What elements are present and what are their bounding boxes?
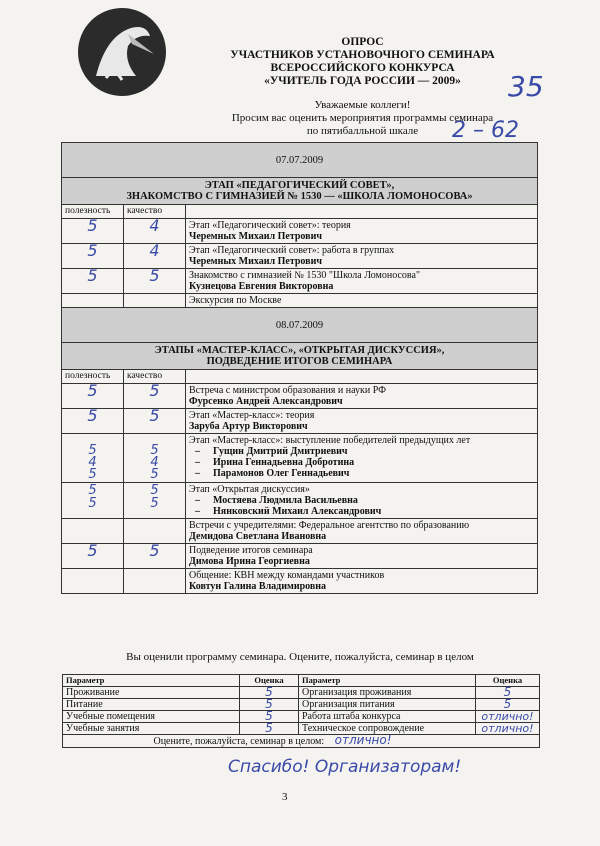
- usefulness-score: 5: [88, 496, 97, 511]
- speaker: [189, 495, 534, 506]
- h-param-right: Параметр: [299, 675, 476, 687]
- param-name: Учебные занятия: [63, 723, 240, 735]
- event-name: Встреча с министром образования и науки РФ: [189, 385, 387, 396]
- speaker: [189, 457, 534, 468]
- event-name: Знакомство с гимназией № 1530 "Школа Ломоносова": [189, 270, 421, 281]
- intro-line-1: Просим вас оценить мероприятия программы семинара: [231, 112, 494, 124]
- speaker: [189, 468, 534, 479]
- event-name: Экскурсия по Москве: [186, 294, 538, 308]
- quality-score: 5: [150, 483, 159, 498]
- speaker: [189, 506, 534, 517]
- event-name: Подведение итогов семинара: [189, 545, 313, 556]
- speaker-name: Нянковский Михаил Александрович: [213, 506, 382, 517]
- table-row: [62, 434, 538, 483]
- table-row: [62, 294, 538, 308]
- table-row: [62, 384, 538, 409]
- col-quality: качество: [124, 370, 186, 384]
- quality-score: 5: [150, 496, 159, 511]
- param-name: Учебные помещения: [63, 711, 240, 723]
- usefulness-score: 5: [62, 409, 124, 434]
- quality-score: 4: [124, 244, 186, 269]
- usefulness-score: 4: [88, 455, 97, 470]
- table-row: [62, 544, 538, 569]
- speaker: Кузнецова Евгения Викторовна: [189, 281, 334, 292]
- usefulness-score: [62, 294, 124, 308]
- speaker: Демидова Светлана Ивановна: [189, 531, 327, 542]
- page-number: 3: [282, 791, 288, 803]
- handwritten-number: 35: [508, 70, 544, 103]
- usefulness-score: [62, 519, 124, 544]
- table-row: [63, 687, 540, 699]
- speaker: Заруба Артур Викторович: [189, 421, 308, 432]
- intro-text: [200, 99, 525, 138]
- greeting: Уважаемые коллеги!: [314, 99, 411, 111]
- param-score: 5: [240, 699, 299, 711]
- quality-score: [124, 519, 186, 544]
- overall-row: [63, 735, 540, 748]
- day2-title-2: ПОДВЕДЕНИЕ ИТОГОВ СЕМИНАРА: [206, 356, 393, 367]
- table-row: [62, 409, 538, 434]
- quality-score: 5: [124, 409, 186, 434]
- col-usefulness: полезность: [62, 205, 124, 219]
- usefulness-score: 5: [62, 384, 124, 409]
- dash: –: [195, 506, 200, 517]
- quality-score: [124, 294, 186, 308]
- usefulness-score: 5: [62, 244, 124, 269]
- usefulness-score: 5: [62, 219, 124, 244]
- table-row: [62, 483, 538, 519]
- intro-line-2: по пятибалльной шкале: [306, 125, 419, 137]
- dash: –: [195, 446, 200, 457]
- event-name: Этап «Педагогический совет»: работа в группах: [189, 245, 395, 256]
- table-row: [63, 735, 540, 748]
- quality-score: 5: [124, 544, 186, 569]
- speaker: Ковтун Галина Владимировна: [189, 581, 327, 592]
- speaker: Черемных Михаил Петрович: [189, 231, 322, 242]
- col-event: [186, 205, 538, 219]
- speaker-name: Гущин Дмитрий Дмитриевич: [213, 446, 348, 457]
- header-line-1: ОПРОС: [341, 36, 384, 48]
- event-name: Этап «Мастер-класс»: выступление победителей предыдущих лет: [189, 435, 471, 446]
- quality-scores: [124, 483, 186, 519]
- table-row: [63, 723, 540, 735]
- table-row: [62, 244, 538, 269]
- speaker: Фурсенко Андрей Александрович: [189, 396, 343, 407]
- quality-score: 4: [124, 219, 186, 244]
- usefulness-score: 5: [88, 467, 97, 482]
- speaker: Димова Ирина Георгиевна: [189, 556, 310, 567]
- day2-title-1: ЭТАПЫ «МАСТЕР-КЛАСС», «ОТКРЫТАЯ ДИСКУССИЯ»,: [154, 345, 445, 356]
- quality-score: 5: [150, 443, 159, 458]
- overall-question: Вы оценили программу семинара. Оцените, пожалуйста, семинар в целом: [126, 651, 474, 663]
- overall-table: [62, 674, 540, 748]
- param-name: Питание: [63, 699, 240, 711]
- speaker: Черемных Михаил Петрович: [189, 256, 322, 267]
- col-quality: качество: [124, 205, 186, 219]
- header-line-4: «УЧИТЕЛЬ ГОДА РОССИИ — 2009»: [264, 75, 461, 87]
- table-row: [63, 699, 540, 711]
- table-row: [62, 219, 538, 244]
- speaker-name: Ирина Геннадьевна Добротина: [213, 457, 355, 468]
- day1-title: [62, 178, 538, 205]
- h-score-right: Оценка: [476, 675, 540, 687]
- header-line-2: УЧАСТНИКОВ УСТАНОВОЧНОГО СЕМИНАРА: [230, 49, 495, 61]
- param-name: Работа штаба конкурса: [299, 711, 476, 723]
- header-line-3: ВСЕРОССИЙСКОГО КОНКУРСА: [270, 62, 455, 74]
- table-row: [62, 519, 538, 544]
- usefulness-scores: [62, 434, 124, 483]
- event-name: Общение: КВН между командами участников: [189, 570, 385, 581]
- quality-score: [124, 569, 186, 594]
- col-usefulness: полезность: [62, 370, 124, 384]
- param-score: 5: [240, 723, 299, 735]
- usefulness-score: 5: [88, 483, 97, 498]
- param-name: Техническое сопровождение: [299, 723, 476, 735]
- usefulness-score: [62, 569, 124, 594]
- dash: –: [195, 495, 200, 506]
- table-row: [62, 569, 538, 594]
- day1-title-1: ЭТАП «ПЕДАГОГИЧЕСКИЙ СОВЕТ»,: [204, 180, 395, 191]
- quality-score: 5: [124, 384, 186, 409]
- param-name: Организация проживания: [299, 687, 476, 699]
- param-score: отлично!: [476, 711, 540, 723]
- col-event: [186, 370, 538, 384]
- param-name: Организация питания: [299, 699, 476, 711]
- dash: –: [195, 457, 200, 468]
- program-table: [61, 142, 538, 594]
- h-param-left: Параметр: [63, 675, 240, 687]
- param-score: 5: [240, 711, 299, 723]
- quality-score: 5: [150, 467, 159, 482]
- table-row: [63, 711, 540, 723]
- survey-header: [200, 36, 525, 88]
- param-score: 5: [240, 687, 299, 699]
- quality-score: 5: [124, 269, 186, 294]
- param-score: 5: [476, 687, 540, 699]
- speaker: [189, 446, 534, 457]
- param-name: Проживание: [63, 687, 240, 699]
- quality-score: 4: [150, 455, 159, 470]
- dash: –: [195, 468, 200, 479]
- param-score: 5: [476, 699, 540, 711]
- pelican-logo: [76, 6, 168, 98]
- overall-label: Оцените, пожалуйста, семинар в целом:: [153, 736, 325, 747]
- handwritten-thanks: Спасибо! Организаторам!: [228, 757, 462, 777]
- day2-title: [62, 343, 538, 370]
- overall-value: отлично!: [334, 733, 392, 747]
- event-name: Этап «Открытая дискуссия»: [189, 484, 310, 495]
- speaker-name: Мостяева Людмила Васильевна: [213, 495, 358, 506]
- day1-date: 07.07.2009: [62, 143, 538, 178]
- table-row: [62, 269, 538, 294]
- param-score: отлично!: [476, 723, 540, 735]
- day1-title-2: ЗНАКОМСТВО С ГИМНАЗИЕЙ № 1530 — «ШКОЛА ЛОМОНОСОВА»: [126, 191, 473, 202]
- event-name: Этап «Педагогический совет»: теория: [189, 220, 351, 231]
- usefulness-score: 5: [62, 269, 124, 294]
- event-name: Этап «Мастер-класс»: теория: [189, 410, 315, 421]
- day2-date: 08.07.2009: [62, 308, 538, 343]
- usefulness-scores: [62, 483, 124, 519]
- event-name: Встречи с учредителями: Федеральное агентство по образованию: [189, 520, 470, 531]
- speaker-name: Парамонов Олег Геннадьевич: [213, 468, 350, 479]
- handwritten-code: 2 – 62: [452, 118, 519, 143]
- h-score-left: Оценка: [240, 675, 299, 687]
- usefulness-score: 5: [88, 443, 97, 458]
- usefulness-score: 5: [62, 544, 124, 569]
- quality-scores: [124, 434, 186, 483]
